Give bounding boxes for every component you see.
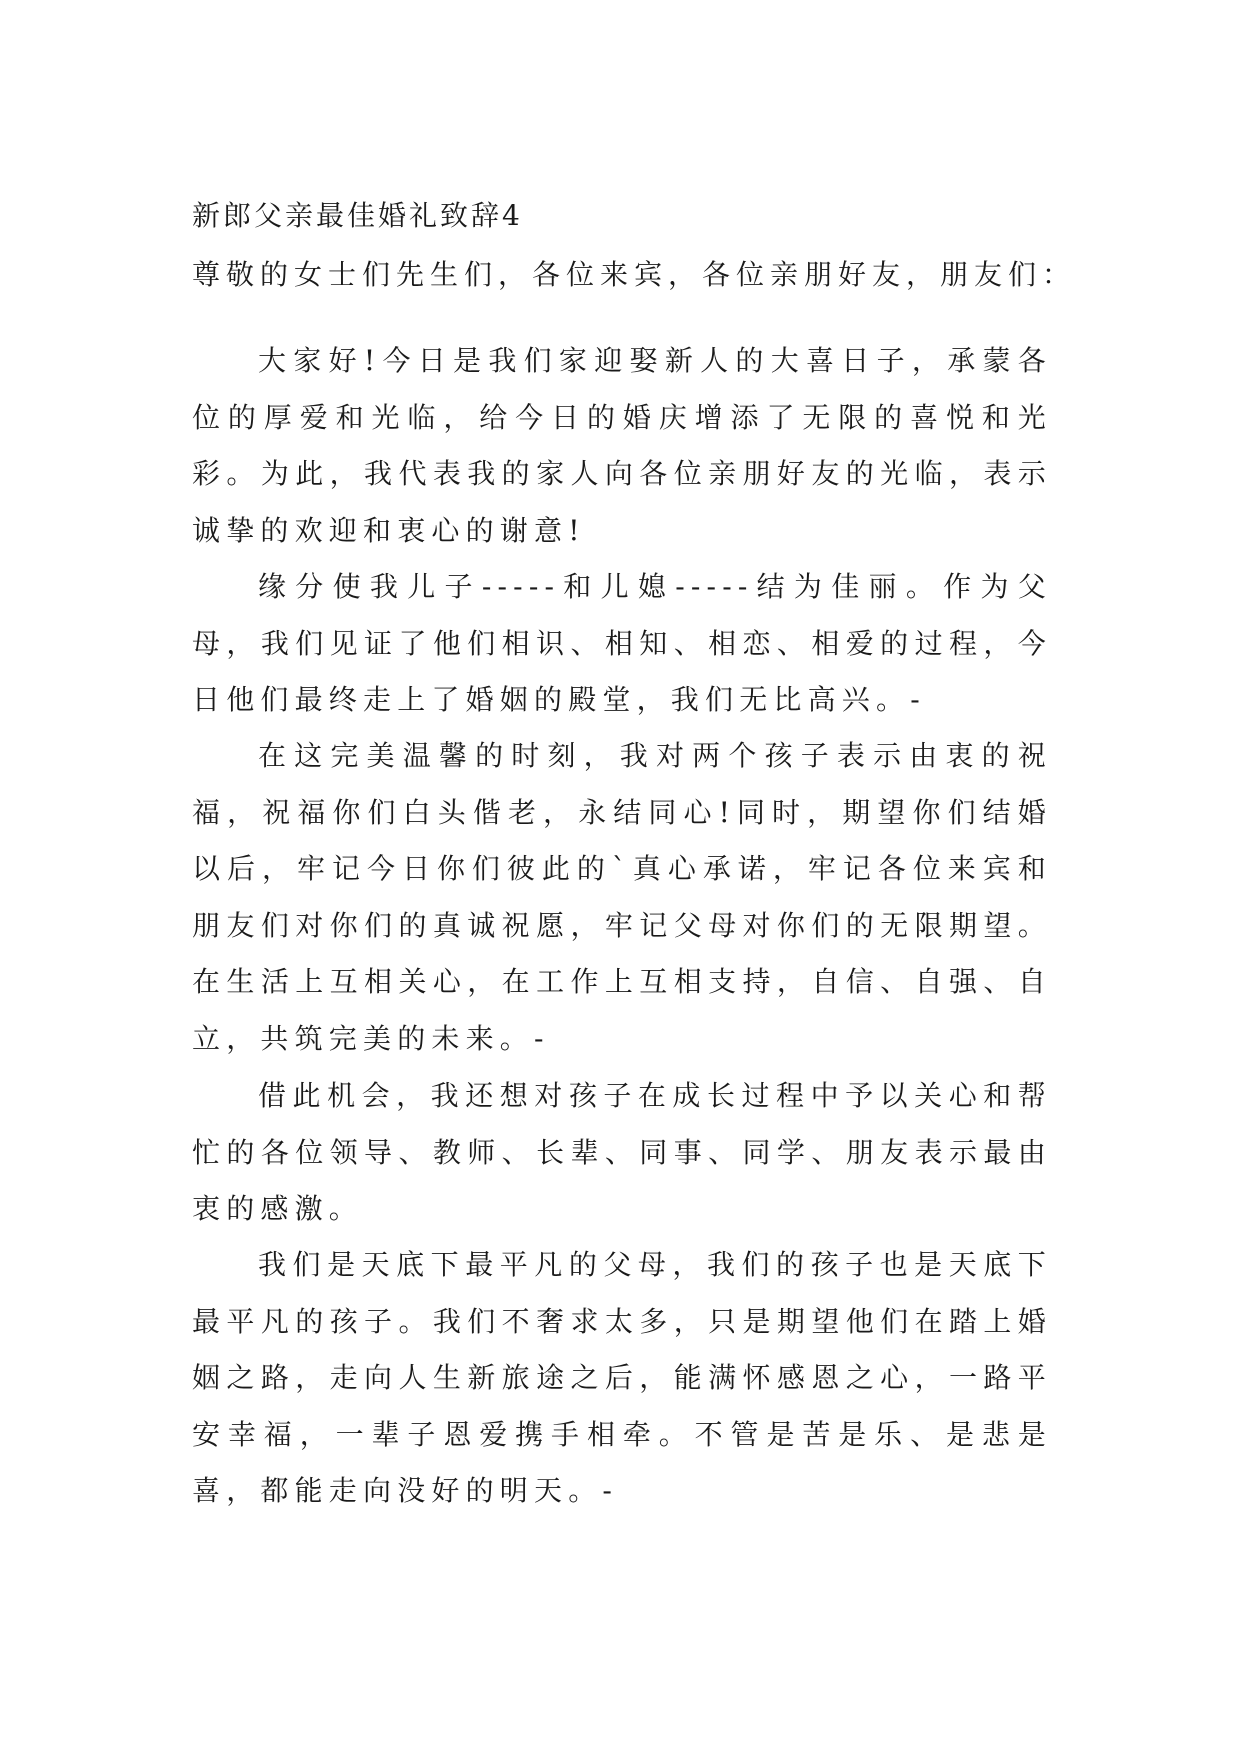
document-title: 新郎父亲最佳婚礼致辞4 — [192, 199, 523, 232]
salutation: 尊敬的女士们先生们，各位来宾，各位亲朋好友，朋友们： — [192, 258, 1077, 291]
paragraph-fate: 缘分使我儿子-----和儿媳-----结为佳丽。作为父母，我们见证了他们相识、相知、相恋、相爱的过程，今日他们最终走上了婚姻的殿堂，我们无比高兴。- — [192, 570, 1052, 717]
paragraph-welcome: 大家好!今日是我们家迎娶新人的大喜日子，承蒙各位的厚爱和光临，给今日的婚庆增添了无限的喜悦和光彩。为此，我代表我的家人向各位亲朋好友的光临，表示诚挚的欢迎和衷心的谢意! — [192, 344, 1052, 547]
paragraph-hope: 我们是天底下最平凡的父母，我们的孩子也是天底下最平凡的孩子。我们不奢求太多，只是期望他们在踏上婚姻之路，走向人生新旅途之后，能满怀感恩之心，一路平安幸福，一辈子恩爱携手相牵。不管是苦是乐、是悲是喜，都能走向没好的明天。- — [192, 1248, 1052, 1508]
paragraph-gratitude: 借此机会，我还想对孩子在成长过程中予以关心和帮忙的各位领导、教师、长辈、同事、同学、朋友表示最由衷的感激。 — [192, 1079, 1052, 1226]
paragraph-blessing: 在这完美温馨的时刻，我对两个孩子表示由衷的祝福，祝福你们白头偕老，永结同心!同时，期望你们结婚以后，牢记今日你们彼此的`真心承诺，牢记各位来宾和朋友们对你们的真诚祝愿，牢记父母对你们的无限期望。在生活上互相关心，在工作上互相支持，自信、自强、自立，共筑完美的未来。- — [192, 739, 1052, 1055]
